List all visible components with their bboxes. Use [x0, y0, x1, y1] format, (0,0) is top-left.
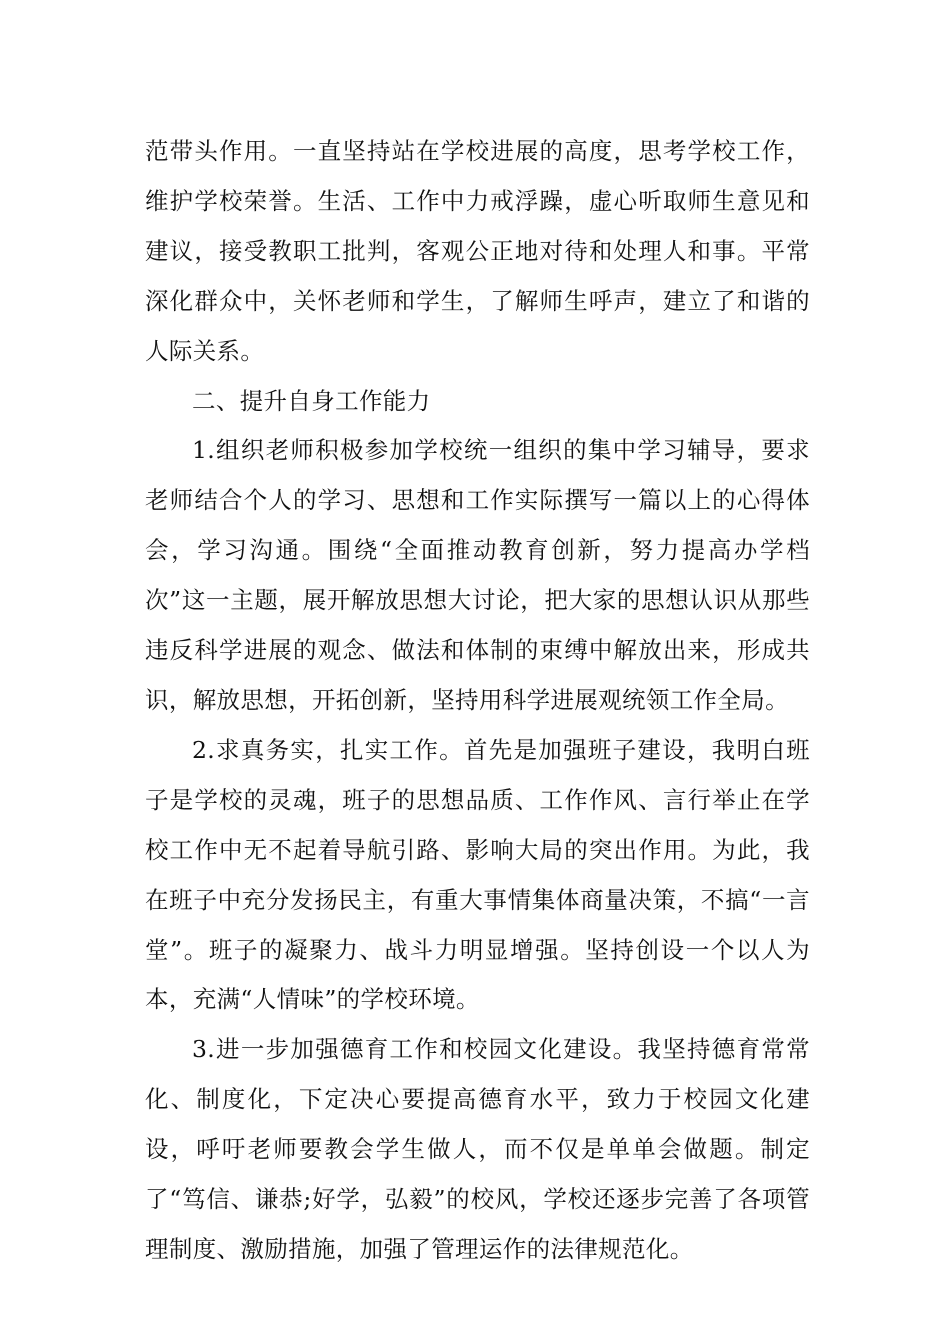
body-text — [145, 127, 810, 1275]
paragraph-continuation: 范带头作用。一直坚持站在学校进展的高度，思考学校工作，维护学校荣誉。生活、工作中力戒浮躁，虚心听取师生意见和建议，接受教职工批判，客观公正地对待和处理人和事。平常深化群众中，关怀老师和学生，了解师生呼声，建立了和谐的人际关系。 — [145, 137, 810, 365]
paragraph-item-1: 1.组织老师积极参加学校统一组织的集中学习辅导，要求老师结合个人的学习、思想和工作实际撰写一篇以上的心得体会，学习沟通。围绕“全面推动教育创新，努力提高办学档次”这一主题，展开解放思想大讨论，把大家的思想认识从那些违反科学进展的观念、做法和体制的束缚中解放出来，形成共识，解放思想，开拓创新，坚持用科学进展观统领工作全局。 — [145, 436, 810, 714]
paragraph-item-3: 3.进一步加强德育工作和校园文化建设。我坚持德育常常化、制度化，下定决心要提高德育水平，致力于校园文化建设，呼吁老师要教会学生做人，而不仅是单单会做题。制定了“笃信、谦恭;好学，弘毅”的校风，学校还逐步完善了各项管理制度、激励措施，加强了管理运作的法律规范化。 — [145, 1035, 810, 1263]
paragraph-item-2: 2.求真务实，扎实工作。首先是加强班子建设，我明白班子是学校的灵魂，班子的思想品质、工作作风、言行举止在学校工作中无不起着导航引路、影响大局的突出作用。为此，我在班子中充分发扬民主，有重大事情集体商量决策，不搞“一言堂”。班子的凝聚力、战斗力明显增强。坚持创设一个以人为本，充满“人情味”的学校环境。 — [145, 735, 810, 1014]
section-heading-2: 二、提升自身工作能力 — [192, 386, 431, 415]
